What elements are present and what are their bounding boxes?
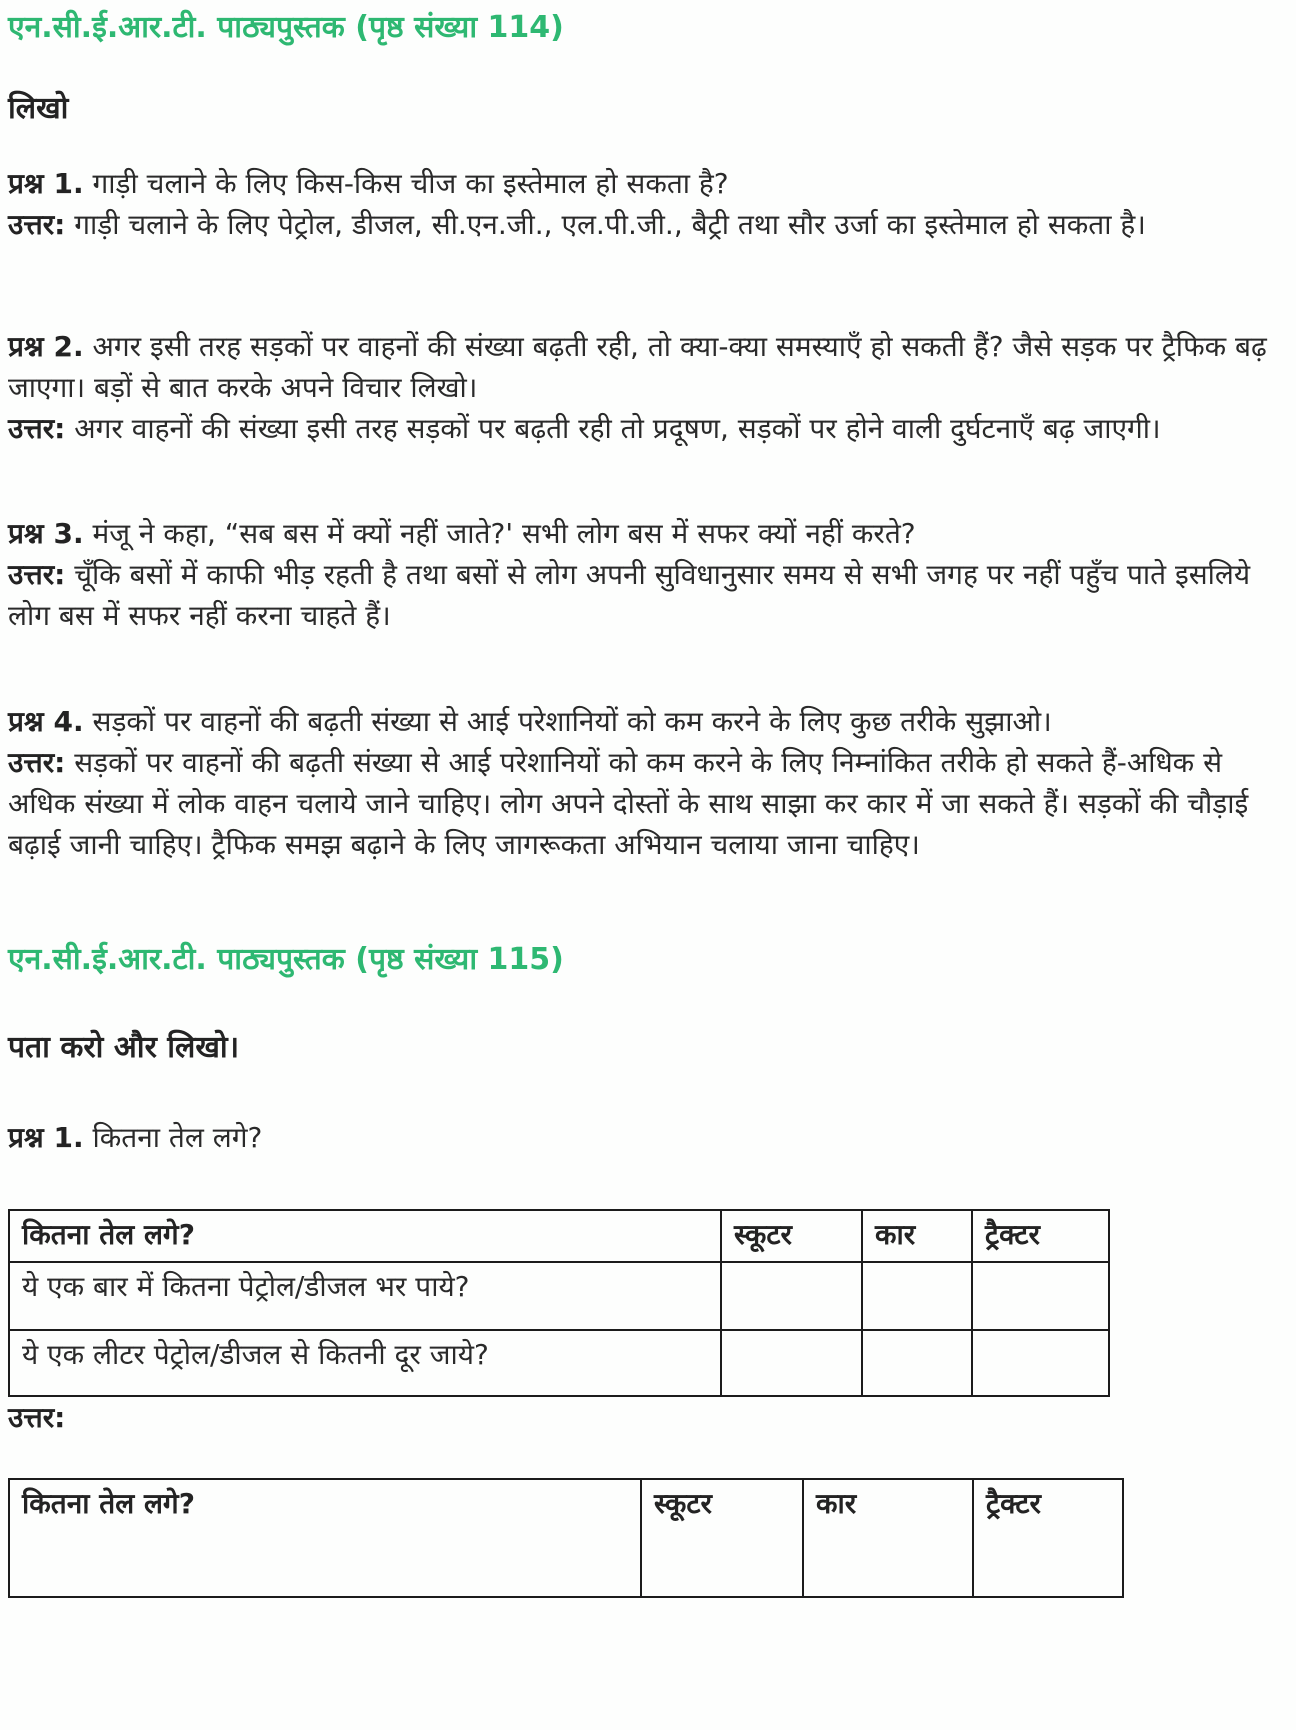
table-empty-cell xyxy=(972,1262,1109,1330)
fuel-answer-table xyxy=(8,1478,1124,1598)
question-3-text: मंजू ने कहा, “सब बस में क्यों नहीं जाते?' सभी लोग बस में सफर क्यों नहीं करते? xyxy=(92,517,916,550)
question-1-text: गाड़ी चलाने के लिए किस-किस चीज का इस्तेमाल हो सकता है? xyxy=(92,167,729,200)
question-4-text: सड़कों पर वाहनों की बढ़ती संख्या से आई परेशानियों को कम करने के लिए कुछ तरीके सुझाओ। xyxy=(92,705,1052,738)
question-oil-text: कितना तेल लगे? xyxy=(92,1121,263,1154)
table-empty-cell xyxy=(972,1330,1109,1396)
question-3 xyxy=(8,513,1288,554)
question-1 xyxy=(8,163,1288,204)
question-4 xyxy=(8,701,1288,742)
fuel-question-table xyxy=(8,1209,1110,1397)
table-header-scooter: स्कूटर xyxy=(721,1210,862,1262)
table-empty-cell xyxy=(721,1330,862,1396)
question-answer-2 xyxy=(8,326,1288,449)
question-oil xyxy=(8,1117,1288,1158)
answer-1-text: गाड़ी चलाने के लिए पेट्रोल, डीजल, सी.एन.जी., एल.पी.जी., बैट्री तथा सौर उर्जा का इस्तेमाल हो सकता है। xyxy=(74,208,1146,241)
answer-4-prefix: उत्तर: xyxy=(8,746,66,779)
answer-1-prefix: उत्तर: xyxy=(8,208,66,241)
answer-4-text: सड़कों पर वाहनों की बढ़ती संख्या से आई परेशानियों को कम करने के लिए निम्नांकित तरीके हो सकते हैं-अधिक से अधिक संख्या में लोक वाहन चलाये जाने चाहिए। लोग अपने दोस्तों के साथ साझा कर कार में जा सकते हैं। सड़कों की चौड़ाई बढ़ाई जानी चाहिए। ट्रैफिक समझ बढ़ाने के लिए जागरूकता अभियान चलाया जाना चाहिए। xyxy=(8,746,1249,861)
table-header-row xyxy=(9,1210,1109,1262)
subheading-likho: लिखो xyxy=(8,91,69,126)
answer-2 xyxy=(8,408,1288,449)
answer-2-prefix: उत्तर: xyxy=(8,412,66,445)
table-row xyxy=(9,1330,1109,1396)
table-empty-cell xyxy=(862,1330,972,1396)
table-row-label: ये एक लीटर पेट्रोल/डीजल से कितनी दूर जाये? xyxy=(9,1330,721,1396)
table-header-scooter: स्कूटर xyxy=(641,1479,803,1597)
question-2-text: अगर इसी तरह सड़कों पर वाहनों की संख्या बढ़ती रही, तो क्या-क्या समस्याएँ हो सकती हैं? जैसे सड़क पर ट्रैफिक बढ़ जाएगा। बड़ों से बात करके अपने विचार लिखो। xyxy=(8,330,1267,404)
question-3-prefix: प्रश्न 3. xyxy=(8,517,84,550)
answer-2-text: अगर वाहनों की संख्या इसी तरह सड़कों पर बढ़ती रही तो प्रदूषण, सड़कों पर होने वाली दुर्घटनाएँ बढ़ जाएगी। xyxy=(74,412,1161,445)
answer-label: उत्तर: xyxy=(8,1401,66,1434)
table-header-car: कार xyxy=(862,1210,972,1262)
answer-3-text: चूँकि बसों में काफी भीड़ रहती है तथा बसों से लोग अपनी सुविधानुसार समय से सभी जगह पर नहीं पहुँच पाते इसलिये लोग बस में सफर नहीं करना चाहते हैं। xyxy=(8,558,1251,632)
table-header-question: कितना तेल लगे? xyxy=(9,1210,721,1262)
table-header-tractor: ट्रैक्टर xyxy=(973,1479,1123,1597)
subheading-pata-karo: पता करो और लिखो। xyxy=(8,1030,240,1065)
question-answer-3 xyxy=(8,513,1288,636)
question-4-prefix: प्रश्न 4. xyxy=(8,705,84,738)
table-header-car: कार xyxy=(803,1479,973,1597)
question-1-prefix: प्रश्न 1. xyxy=(8,167,84,200)
answer-4 xyxy=(8,742,1288,865)
table-row-label: ये एक बार में कितना पेट्रोल/डीजल भर पाये? xyxy=(9,1262,721,1330)
question-oil-line xyxy=(8,1117,1288,1158)
table-header-question: कितना तेल लगे? xyxy=(9,1479,641,1597)
answer-3-prefix: उत्तर: xyxy=(8,558,66,591)
table-row xyxy=(9,1262,1109,1330)
question-2 xyxy=(8,326,1288,408)
table-header-row xyxy=(9,1479,1123,1597)
table-empty-cell xyxy=(862,1262,972,1330)
table-empty-cell xyxy=(721,1262,862,1330)
answer-1 xyxy=(8,204,1288,245)
question-answer-1 xyxy=(8,163,1288,245)
table-header-tractor: ट्रैक्टर xyxy=(972,1210,1109,1262)
question-2-prefix: प्रश्न 2. xyxy=(8,330,84,363)
question-answer-4 xyxy=(8,701,1288,865)
answer-3 xyxy=(8,554,1288,636)
question-oil-prefix: प्रश्न 1. xyxy=(8,1121,84,1154)
section-heading-page-114: एन.सी.ई.आर.टी. पाठ्यपुस्तक (पृष्ठ संख्या 114) xyxy=(8,10,564,45)
section-heading-page-115: एन.सी.ई.आर.टी. पाठ्यपुस्तक (पृष्ठ संख्या 115) xyxy=(8,942,564,977)
